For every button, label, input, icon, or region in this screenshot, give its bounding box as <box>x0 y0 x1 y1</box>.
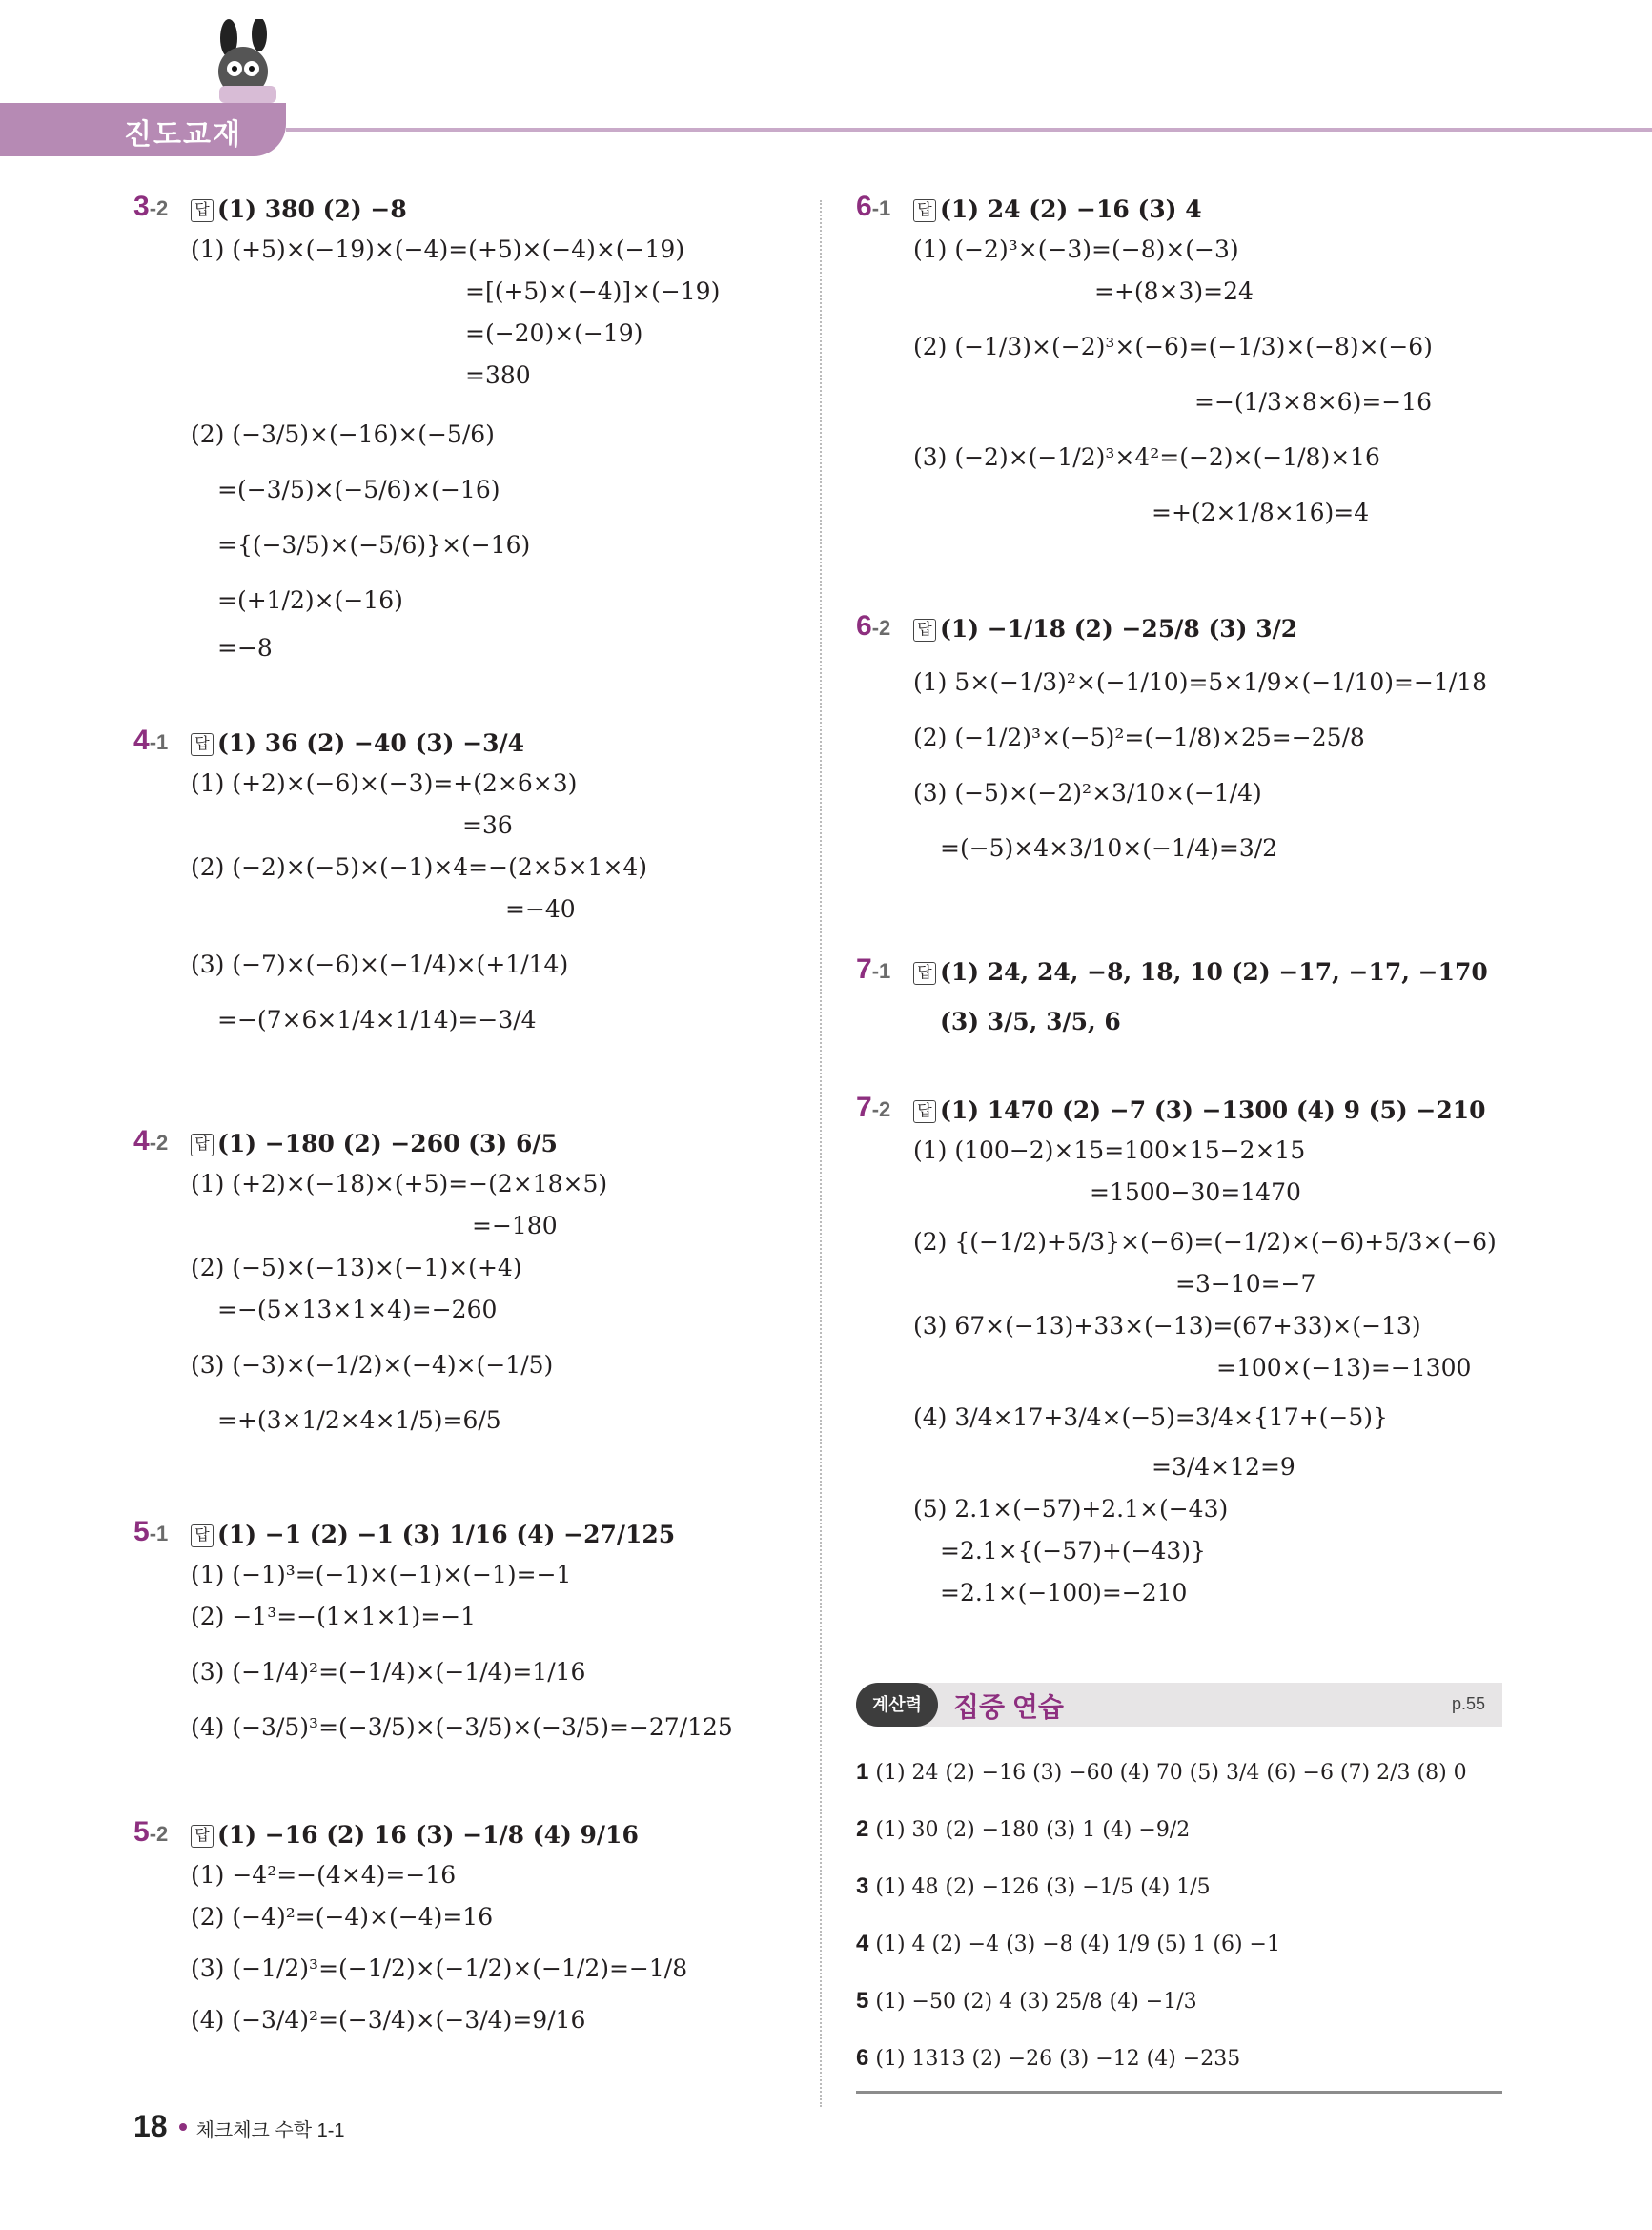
book-title: 체크체크 수학 1-1 <box>195 2120 345 2141</box>
problem-number: 7-1 <box>856 953 891 985</box>
solution-line: =(−5)×4×3/10×(−1/4)=3/2 <box>940 834 1278 862</box>
calc-practice-header <box>856 1683 1502 1727</box>
solution-line: (3) (−5)×(−2)²×3/10×(−1/4) <box>913 779 1262 807</box>
problem-number: 7-2 <box>856 1092 891 1123</box>
solution-line: (2) (−1/2)³×(−5)²=(−1/8)×25=−25/8 <box>913 724 1365 751</box>
solution-line: =+(2×1/8×16)=4 <box>1152 499 1370 526</box>
problem-number: 6-1 <box>856 191 891 222</box>
answer-line: 답 (1) 24 (2) −16 (3) 4 <box>856 191 1504 229</box>
solution-line: (3) (−1/4)²=(−1/4)×(−1/4)=1/16 <box>191 1658 586 1686</box>
section-bottom-rule <box>856 2091 1502 2094</box>
calc-badge: 계산력 <box>856 1683 938 1727</box>
solution-line: (1) (+2)×(−18)×(+5)=−(2×18×5) <box>191 1170 608 1197</box>
solution-line: =−(1/3×8×6)=−16 <box>1194 388 1433 416</box>
answer-mark-icon: 답 <box>913 199 936 222</box>
answer-line-continued: (3) 3/5, 3/5, 6 <box>940 1008 1121 1035</box>
solution-line: =−180 <box>472 1212 558 1239</box>
answer-line: 답 (1) 380 (2) −8 <box>133 191 801 229</box>
solution-line: =3−10=−7 <box>1175 1270 1316 1298</box>
page-header <box>0 0 1652 162</box>
list-item: 1 (1) 24 (2) −16 (3) −60 (4) 70 (5) 3/4 (6) −6 (7) 2/3 (8) 0 <box>856 1759 1467 1785</box>
solution-line: (3) (−1/2)³=(−1/2)×(−1/2)×(−1/2)=−1/8 <box>191 1954 688 1982</box>
answer-mark-icon: 답 <box>913 962 936 985</box>
problem-5-2 <box>133 1816 801 2064</box>
solution-line: (3) (−3)×(−1/2)×(−4)×(−1/5) <box>191 1351 554 1379</box>
solution-line: =−8 <box>217 634 273 662</box>
section-tab-label: 진도교재 <box>124 119 242 151</box>
list-item: 2 (1) 30 (2) −180 (3) 1 (4) −9/2 <box>856 1816 1191 1842</box>
solution-line: ={(−3/5)×(−5/6)}×(−16) <box>217 531 531 559</box>
problem-number: 6-2 <box>856 610 891 642</box>
problem-6-1 <box>856 191 1504 610</box>
solution-line: =36 <box>462 811 513 839</box>
calc-practice-section <box>856 1683 1502 2094</box>
solution-line: =−(5×13×1×4)=−260 <box>217 1296 498 1323</box>
answer-mark-icon: 답 <box>191 1825 214 1848</box>
problem-6-2 <box>856 610 1504 953</box>
solution-line: (1) (+5)×(−19)×(−4)=(+5)×(−4)×(−19) <box>191 235 685 263</box>
header-rule <box>286 128 1652 132</box>
answer-mark-icon: 답 <box>191 199 214 222</box>
answer-line: 답 (1) −1 (2) −1 (3) 1/16 (4) −27/125 <box>133 1516 801 1554</box>
solution-line: (1) (+2)×(−6)×(−3)=+(2×6×3) <box>191 769 578 797</box>
solution-line: (2) (−3/5)×(−16)×(−5/6) <box>191 420 495 448</box>
solution-line: (3) (−2)×(−1/2)³×4²=(−2)×(−1/8)×16 <box>913 443 1380 471</box>
solution-line: (4) (−3/5)³=(−3/5)×(−3/5)×(−3/5)=−27/125 <box>191 1713 733 1741</box>
solution-line: =(+1/2)×(−16) <box>217 586 403 614</box>
solution-line: (2) (−4)²=(−4)×(−4)=16 <box>191 1903 494 1931</box>
solution-line: (5) 2.1×(−57)+2.1×(−43) <box>913 1495 1229 1523</box>
solution-line: =3/4×12=9 <box>1152 1453 1295 1481</box>
solution-line: (2) (−1/3)×(−2)³×(−6)=(−1/3)×(−8)×(−6) <box>913 333 1433 360</box>
answer-line: 답 (1) 36 (2) −40 (3) −3/4 <box>133 725 801 763</box>
problem-number: 5-2 <box>133 1816 169 1848</box>
problem-number: 4-1 <box>133 725 169 756</box>
right-column <box>856 191 1504 1645</box>
solution-line: =100×(−13)=−1300 <box>1216 1354 1472 1381</box>
solution-line: =(−3/5)×(−5/6)×(−16) <box>217 476 500 503</box>
problem-3-2 <box>133 191 801 725</box>
problem-4-2 <box>133 1125 801 1516</box>
list-item: 6 (1) 1313 (2) −26 (3) −12 (4) −235 <box>856 2045 1241 2071</box>
solution-line: (3) 67×(−13)+33×(−13)=(67+33)×(−13) <box>913 1312 1421 1340</box>
list-item: 4 (1) 4 (2) −4 (3) −8 (4) 1/9 (5) 1 (6) −1 <box>856 1931 1280 1956</box>
answer-mark-icon: 답 <box>191 1134 214 1156</box>
solution-line: =−(7×6×1/4×1/14)=−3/4 <box>217 1006 537 1033</box>
page-number: 18 <box>133 2109 168 2143</box>
problem-number: 3-2 <box>133 191 169 222</box>
list-item: 5 (1) −50 (2) 4 (3) 25/8 (4) −1/3 <box>856 1988 1197 2014</box>
solution-line: (2) {(−1/2)+5/3}×(−6)=(−1/2)×(−6)+5/3×(−6) <box>913 1228 1497 1256</box>
answer-line: 답 (1) −1/18 (2) −25/8 (3) 3/2 <box>856 610 1504 648</box>
page-reference: p.55 <box>1451 1694 1485 1713</box>
answer-mark-icon: 답 <box>191 1524 214 1547</box>
solution-line: =2.1×(−100)=−210 <box>940 1579 1188 1606</box>
solution-line: (4) 3/4×17+3/4×(−5)=3/4×{17+(−5)} <box>913 1403 1388 1431</box>
answer-line: 답 (1) 24, 24, −8, 18, 10 (2) −17, −17, −170 <box>856 953 1504 992</box>
solution-line: (2) (−5)×(−13)×(−1)×(+4) <box>191 1254 522 1281</box>
calc-answer-list <box>856 1744 1502 2087</box>
list-item: 3 (1) 48 (2) −126 (3) −1/5 (4) 1/5 <box>856 1873 1211 1899</box>
solution-line: (1) (−2)³×(−3)=(−8)×(−3) <box>913 235 1239 263</box>
problem-7-1 <box>856 953 1504 1092</box>
problem-number: 4-2 <box>133 1125 169 1156</box>
solution-line: (2) (−2)×(−5)×(−1)×4=−(2×5×1×4) <box>191 853 648 881</box>
answer-mark-icon: 답 <box>191 733 214 756</box>
solution-line: (2) −1³=−(1×1×1)=−1 <box>191 1603 477 1630</box>
solution-line: (3) (−7)×(−6)×(−1/4)×(+1/14) <box>191 951 569 978</box>
solution-line: =+(3×1/2×4×1/5)=6/5 <box>217 1406 501 1434</box>
rabbit-mascot-icon <box>191 19 296 110</box>
solution-line: =1500−30=1470 <box>1090 1178 1301 1206</box>
solution-line: (1) 5×(−1/3)²×(−1/10)=5×1/9×(−1/10)=−1/18 <box>913 668 1488 696</box>
answer-mark-icon: 답 <box>913 619 936 642</box>
solution-line: (1) (−1)³=(−1)×(−1)×(−1)=−1 <box>191 1561 572 1588</box>
answer-line: 답 (1) 1470 (2) −7 (3) −1300 (4) 9 (5) −210 <box>856 1092 1504 1130</box>
solution-line: =+(8×3)=24 <box>1094 277 1254 305</box>
solution-line: (4) (−3/4)²=(−3/4)×(−3/4)=9/16 <box>191 2006 586 2034</box>
bullet-dot-icon <box>179 2123 187 2131</box>
section-tab <box>0 103 286 156</box>
answer-line: 답 (1) −16 (2) 16 (3) −1/8 (4) 9/16 <box>133 1816 801 1854</box>
problem-7-2 <box>856 1092 1504 1645</box>
solution-line: (1) (100−2)×15=100×15−2×15 <box>913 1136 1306 1164</box>
calc-title: 집중 연습 <box>953 1692 1064 1722</box>
answer-line: 답 (1) −180 (2) −260 (3) 6/5 <box>133 1125 801 1163</box>
left-column <box>133 191 801 2064</box>
problem-number: 5-1 <box>133 1516 169 1547</box>
answer-mark-icon: 답 <box>913 1100 936 1123</box>
solution-line: =380 <box>465 361 531 389</box>
problem-5-1 <box>133 1516 801 1816</box>
solution-line: (1) −4²=−(4×4)=−16 <box>191 1861 457 1889</box>
page-footer <box>133 2109 345 2144</box>
column-divider <box>820 200 822 2107</box>
solution-line: =2.1×{(−57)+(−43)} <box>940 1537 1206 1565</box>
solution-line: =[(+5)×(−4)]×(−19) <box>465 277 721 305</box>
solution-line: =(−20)×(−19) <box>465 319 643 347</box>
problem-4-1 <box>133 725 801 1125</box>
solution-line: =−40 <box>505 895 576 923</box>
